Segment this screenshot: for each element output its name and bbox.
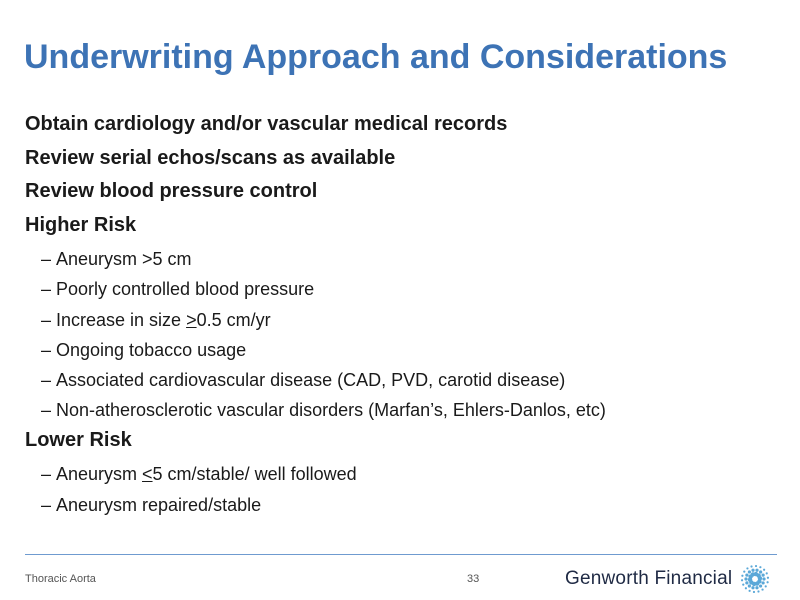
dash: – [41,249,52,269]
dash: – [41,464,52,485]
logo-dot [758,590,760,592]
footer-topic: Thoracic Aorta [25,573,96,585]
bullet-records: Obtain cardiology and/or vascular medical records [25,113,508,135]
lower-risk-heading: Lower Risk [25,428,132,451]
logo-dot [742,584,744,586]
dash: – [41,370,52,391]
logo-dot [748,570,751,573]
logo-dot [759,570,762,573]
logo-dot [747,567,749,569]
item-text-prefix: Aneurysm [56,464,143,485]
item-text-prefix: Increase in size [56,309,187,330]
dash: – [41,494,52,515]
lower-risk-item [25,490,785,520]
slide-body [25,110,785,520]
logo-dot [756,586,759,589]
higher-risk-item [25,305,785,335]
higher-risk-item [25,335,785,365]
higher-risk-item [25,244,785,274]
slide-title: Underwriting Approach and Considerations [24,38,728,76]
logo-dot [767,577,769,579]
dash: – [41,309,52,330]
logo-dot [745,577,748,580]
logo-dot [743,571,745,573]
logo-dot [742,575,744,577]
dash: – [41,339,52,360]
higher-risk-item [25,274,785,304]
logo-dot [745,587,747,589]
item-symbol: < [142,464,153,485]
lower-risk-item [25,459,785,489]
bullet-bp-control: Review blood pressure control [25,180,318,202]
starburst-icon [740,564,770,594]
logo-dot [758,576,762,580]
item-text: Aneurysm >5 cm [56,249,192,269]
item-text: Non-atherosclerotic vascular disorders (Marfan’s, Ehlers-Danlos, etc) [56,400,606,421]
logo-dot [765,585,767,587]
logo-dot [746,581,749,584]
item-symbol: > [186,309,197,330]
logo-dot [746,573,749,576]
item-text: Associated cardiovascular disease (CAD, PVD, carotid disease) [56,370,566,391]
logo-dot [767,581,769,583]
dash: – [41,400,52,421]
logo-text: Genworth Financial [565,568,733,589]
logo-dot [755,565,757,567]
logo-dot [753,591,755,593]
item-text-suffix: 0.5 cm/yr [196,309,271,330]
higher-risk-item [25,365,785,395]
logo-dot [752,569,755,572]
higher-risk-heading: Higher Risk [25,213,137,236]
item-text: Poorly controlled blood pressure [56,279,315,300]
logo-dot [762,588,764,590]
item-text: Aneurysm repaired/stable [56,494,262,515]
logo-dot [760,566,762,568]
page-number: 33 [467,573,480,585]
logo-dot [766,572,768,574]
logo-dot [748,584,751,587]
logo-dot [759,584,762,587]
logo-dot [763,577,766,580]
bullet-echos: Review serial echos/scans as available [25,146,396,169]
item-text-suffix: 5 cm/stable/ well followed [152,464,357,485]
dash: – [41,279,52,300]
logo-dot [762,574,765,577]
logo-dot [756,569,759,572]
higher-risk-item [25,395,785,425]
company-logo [565,564,770,594]
logo-dot [749,590,751,592]
item-text: Ongoing tobacco usage [56,339,247,360]
logo-dot [763,569,765,571]
logo-dot [752,586,755,589]
logo-dot [741,579,743,581]
logo-dot [751,565,753,567]
footer-divider [25,554,777,555]
logo-dot [762,581,765,584]
